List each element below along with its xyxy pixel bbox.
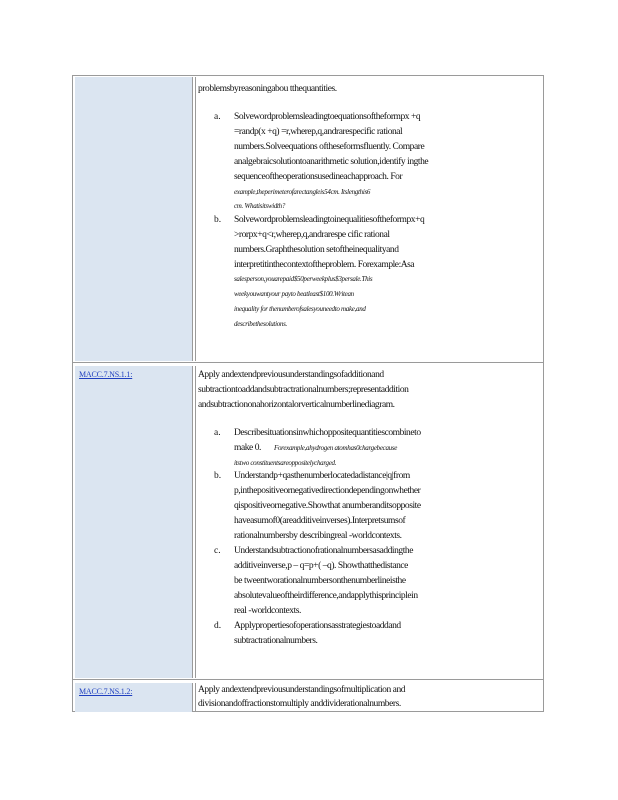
- item-line: Applypropertiesofoperationsasstrategiestoaddand: [234, 621, 401, 631]
- item-line: numbers.Graphthesolution setoftheinequalityand: [234, 245, 399, 255]
- example-line: describethesolutions.: [234, 320, 287, 328]
- item-label: c.: [214, 546, 221, 556]
- item-line: p,inthepositiveornegativedirectiondependingonwhether: [234, 486, 421, 496]
- standard-code-link[interactable]: MACC.7.NS.1.2:: [79, 687, 133, 696]
- item-label: d.: [214, 621, 222, 631]
- item-line: make 0.: [234, 443, 261, 453]
- example-line: itstwo constituentsareoppositelycharged.: [234, 459, 337, 467]
- item-line: analgebraicsolutiontoanarithmetic solution,identify ingthe: [234, 157, 429, 167]
- intro-line: problemsbyreasoningabou tthequantities.: [198, 84, 337, 94]
- item-line: be tweentworationalnumbersonthenumberlineisthe: [234, 576, 406, 586]
- code-cell: [75, 77, 193, 361]
- table-row: [73, 365, 543, 680]
- item-line: interpretitinthecontextoftheproblem. Forexample:Asa: [234, 260, 415, 270]
- standards-table: [72, 75, 544, 712]
- example-line: salesperson,youarepaid$50perweekplus$3persale.This: [234, 275, 373, 283]
- example-line: Forexample,ahydrogen atomhas0chargebecause: [274, 444, 398, 452]
- intro-line: Apply andextendpreviousunderstandingsofadditionand: [198, 370, 384, 380]
- intro-line: andsubtractiononahorizontalorverticalnumberlinediagram.: [198, 400, 395, 410]
- item-line: Solvewordproblemsleadingtoequationsoftheformpx +q: [234, 112, 421, 122]
- item-line: additiveinverse,p – q=p+( –q). Showthatthedistance: [234, 561, 408, 571]
- item-line: Solvewordproblemsleadingtoinequalitiesoftheformpx+q: [234, 215, 425, 225]
- intro-line: Apply andextendpreviousunderstandingsofmultiplication and: [198, 685, 406, 695]
- item-label: b.: [214, 471, 222, 481]
- item-label: b.: [214, 215, 222, 225]
- item-line: subtractrationalnumbers.: [234, 636, 318, 646]
- item-line: absolutevalueoftheirdifference,andapplythisprinciplein: [234, 591, 418, 601]
- intro-line: divisionandoffractionstomultiply anddividerationalnumbers.: [198, 699, 401, 709]
- code-cell: [75, 683, 193, 712]
- code-cell: [75, 366, 193, 678]
- item-line: Describesituationsinwhichoppositequantitiescombineto: [234, 428, 421, 438]
- example-line: inequality for thenumberofsalesyouneedto make,and: [234, 305, 366, 313]
- item-line: >rorpx+q<r,wherep,q,andrarespe cific rational: [234, 230, 390, 240]
- item-label: a.: [214, 112, 221, 122]
- item-line: =randp(x +q) =r,wherep,q,andrarespecific rational: [234, 127, 403, 137]
- item-line: sequenceoftheoperationsusedineachapproach. For: [234, 172, 403, 182]
- standard-code-link[interactable]: MACC.7.NS.1.1:: [79, 370, 133, 379]
- table-row: [73, 76, 543, 363]
- item-line: haveasumof0(areadditiveinverses).Interpretsumsof: [234, 516, 406, 526]
- example-line: cm. Whatisitswidth?: [234, 202, 286, 210]
- description-cell: [195, 366, 541, 678]
- intro-line: subtractiontoaddandsubtractrationalnumbers;representaddition: [198, 385, 409, 395]
- example-line: example,theperimeterofarectangleis54cm. Itslengthis6: [234, 188, 371, 196]
- table-row: [73, 682, 543, 713]
- item-line: Understandp+qasthenumberlocatedadistance|q|from: [234, 471, 410, 481]
- item-label: a.: [214, 428, 221, 438]
- example-line: weekyouwantyour payto beatleast$100.Writean: [234, 290, 354, 298]
- item-line: rationalnumbersby describingreal -worldcontexts.: [234, 531, 402, 541]
- description-cell: [195, 683, 541, 712]
- item-line: real -worldcontexts.: [234, 606, 301, 616]
- description-cell: [195, 77, 541, 361]
- item-line: Understandsubtractionofrationalnumbersasaddingthe: [234, 546, 413, 556]
- item-line: numbers.Solveequations oftheseformsfluently. Compare: [234, 142, 425, 152]
- item-line: qispositiveornegative.Showthat anumberanditsopposite: [234, 501, 421, 511]
